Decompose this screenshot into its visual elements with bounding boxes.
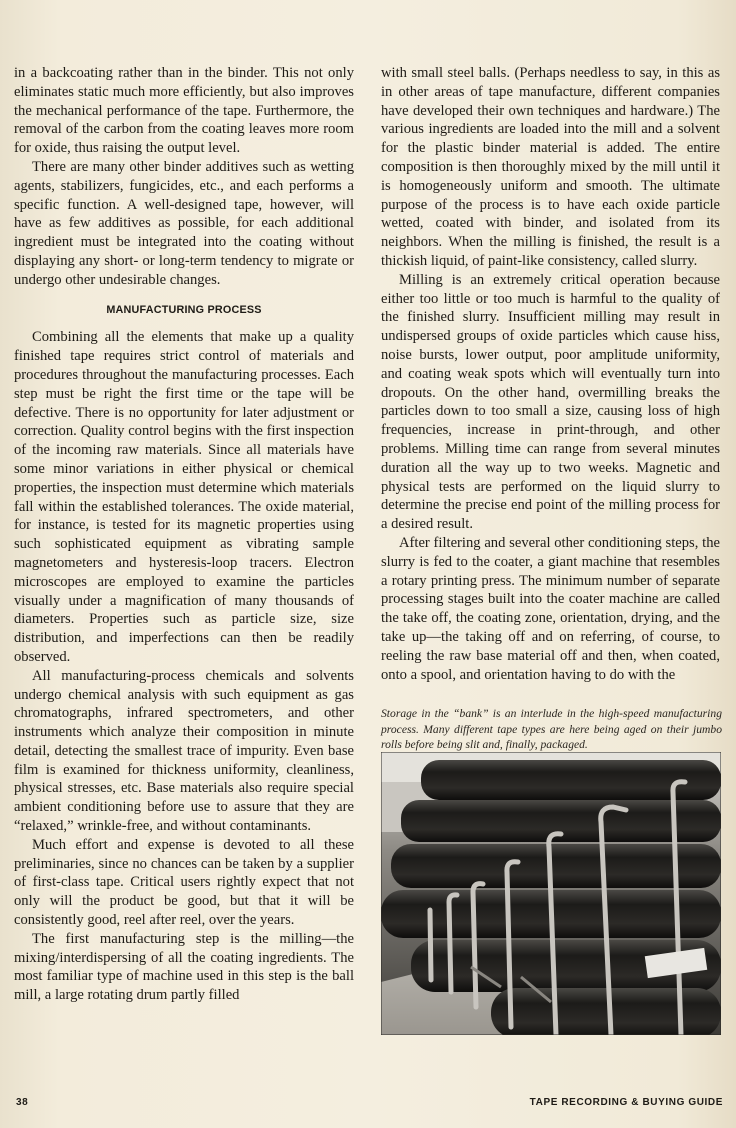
paragraph: After filtering and several other conditioning steps, the slurry is fed to the coater, a giant machine that resembles a rotary printing press. The minimum number of separate processing stages built into the coater machine are called the take off, the coating zone, orientation, drying, and the take up—the taking off and on referring, of course, to reeling the raw base material off and then, when coated, onto a spool, and orientation having to do with the — [381, 534, 720, 683]
paragraph: All manufacturing-process chemicals and solvents undergo chemical analysis with such equipment as gas chromatographs, infrared spectrometers, and other instruments which analyze their composition in minute detail, detecting the smallest trace of impurity. Even base film is examined for thickness uniformity, cleanliness, physical stresses, etc. Base materials also require special ambient conditioning before use to assure that they are “relaxed,” wrinkle-free, and without contaminants. — [14, 667, 354, 835]
paragraph: Milling is an extremely critical operation because either too little or too much is harmful to the quality of the finished slurry. Insufficient milling may result in undispersed groups of oxide particles which cause hiss, noise bursts, lower output, poor amplitude uniformity, and coating weak spots which will eventually turn into dropouts. On the other hand, overmilling breaks the particles down to too small a size, causing loss of high frequencies, increase in print-through, and other problems. Milling time can range from several minutes duration all the way up to two weeks. Magnetic and physical tests are performed on the liquid slurry to determine the precise end point of the milling process for a desired result. — [381, 271, 720, 533]
paragraph: Much effort and expense is devoted to all these preliminaries, since no chances can be taken by a supplier of first-class tape. Critical users rightly expect that not only will the product be good, but that it will be consistently good, reel after reel, over the years. — [14, 836, 354, 929]
paragraph: Combining all the elements that make up a quality finished tape requires strict control of materials and procedures throughout the manufacturing processes. Each step must be right the first time or the tape will be defective. There is no opportunity for later adjustment or correction. Quality control begins with the first inspection of the incoming raw materials. Since all materials have some minor variations in either physical or chemical properties, the inspection must determine which materials fall within the established tolerances. The oxide material, for instance, is tested for its magnetic properties using such sophisticated equipment as vibrating sample magnetometers and hysteresis-loop tracers. Electron microscopes are employed to examine the particles visually under a magnification of many thousands of diameters. Properties such as particle size, size distribution, and imperfections can then be readily observed. — [14, 329, 354, 665]
photo-caption: Storage in the “bank” is an interlude in the high-speed manufacturing process. Many different tape types are here being aged on their jumbo rolls before being slit and, finally, packaged. — [381, 707, 722, 752]
left-text-column — [14, 64, 354, 1005]
right-text-column — [381, 64, 720, 684]
jumbo-rolls-illustration — [381, 752, 721, 1035]
section-heading: MANUFACTURING PROCESS — [106, 303, 262, 316]
paragraph: There are many other binder additives such as wetting agents, stabilizers, fungicides, etc., and each performs a specific function. A well-designed tape, however, will have as few additives as possible, for each additional ingredient must be integrated into the coating without displaying any short- or long-term tendency to migrate or undergo other undesirable changes. — [14, 158, 354, 288]
paragraph: The first manufacturing step is the milling—the mixing/interdispersing of all the coating ingredients. The most familiar type of machine used in this step is the ball mill, a large rotating drum partly filled — [14, 930, 354, 1004]
publication-title: TAPE RECORDING & BUYING GUIDE — [529, 1097, 723, 1108]
paragraph: in a backcoating rather than in the binder. This not only eliminates static much more efficiently, but also improves the mechanical performance of the tape. Furthermore, the removal of the carbon from the coating leaves more room for oxide, thus raising the output level. — [14, 65, 354, 157]
page-number: 38 — [16, 1097, 29, 1108]
storage-bank-photo — [381, 752, 721, 1035]
paragraph: with small steel balls. (Perhaps needless to say, in this as in other areas of tape manufacture, different companies have developed their own techniques and hardware.) The various ingredients are loaded into the mill and a solvent for the plastic binder material is added. The entire composition is then thoroughly mixed by the mill until it is homogeneously uniform and smooth. The ultimate purpose of the process is to have each oxide particle wetted, coated with binder, and isolated from its neighbors. When the milling is finished, the result is a thickish liquid, of paint-like consistency, called slurry. — [381, 65, 720, 269]
